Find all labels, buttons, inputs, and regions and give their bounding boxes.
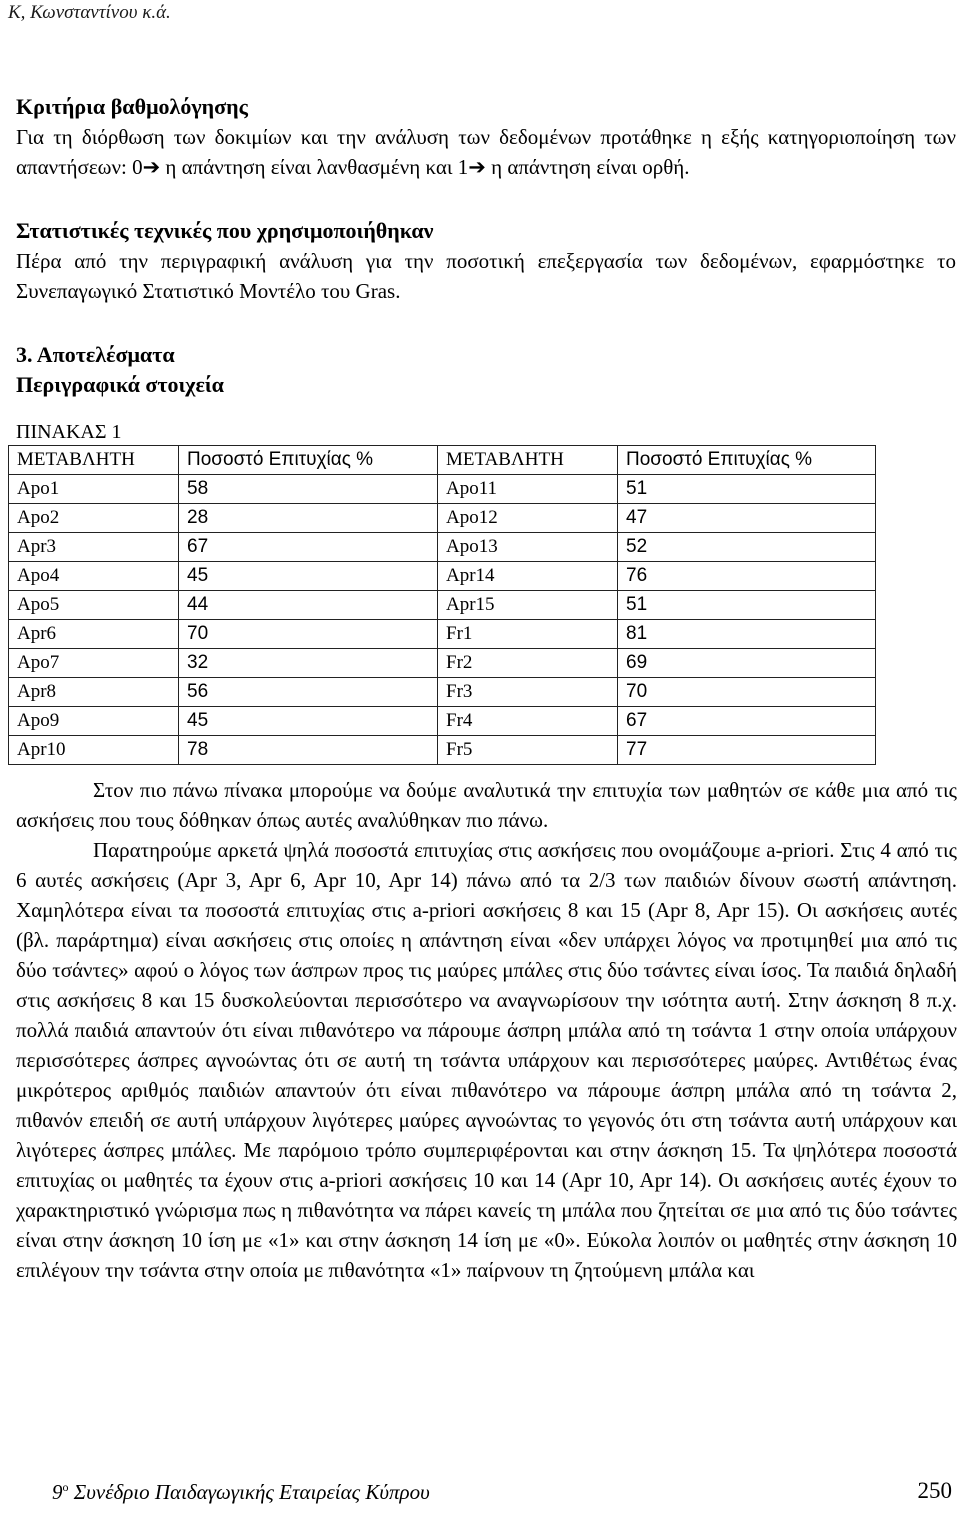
table-row [9,504,876,533]
success-rate-cell: 47 [618,504,876,533]
table-row [9,562,876,591]
table-row [9,649,876,678]
table-caption: ΠΙΝΑΚΑΣ 1 [16,421,122,443]
variable-cell: Fr2 [438,649,618,678]
success-rate-cell: 32 [179,649,438,678]
success-rate-cell: 56 [179,678,438,707]
table-row [9,620,876,649]
variable-cell: Apo13 [438,533,618,562]
variable-cell: Apo5 [9,591,179,620]
variable-cell: Apo7 [9,649,179,678]
success-rate-cell: 69 [618,649,876,678]
statistics-text: Πέρα από την περιγραφική ανάλυση για την ποσοτική επεξεργασία των δεδομένων, εφαρμόστηκε το Συνεπαγωγικό Στατιστικό Μοντέλο του Gras. [16,249,956,303]
success-rate-cell: 45 [179,562,438,591]
variable-cell: Apr6 [9,620,179,649]
success-rate-cell: 28 [179,504,438,533]
variable-cell: Fr5 [438,736,618,765]
success-rate-cell: 77 [618,736,876,765]
criteria-heading: Κριτήρια βαθμολόγησης [16,94,248,119]
success-rate-cell: 51 [618,591,876,620]
paragraph: Παρατηρούμε αρκετά ψηλά ποσοστά επιτυχίας στις ασκήσεις που ονομάζουμε a-priori. Στις 4 από τις 6 αυτές ασκήσεις (Apr 3, Apr 6, Apr 10, Apr 14) πάνω από τα 2/3 των παιδιών δίνουν σωστή απάντηση. Χαμηλότερα είναι τα ποσοστά επιτυχίας στις a-priori ασκήσεις 8 και 15 (Apr 8, Apr 15). Οι ασκήσεις αυτές (βλ. παράρτημα) είναι ασκήσεις στις οποίες η απάντηση είναι «δεν υπάρχει λόγος να προτιμηθεί μια από τις δύο τσάντες» αφού ο λόγος των άσπρων προς τις μαύρες μπάλες στις δύο τσάντες είναι ίσος. Τα παιδιά δηλαδή στις ασκήσεις 8 και 15 δυσκολεύονται περισσότερο να αναγνωρίσουν την ισότητα αυτή. Στην άσκηση 8 π.χ. πολλά παιδιά απαντούν ότι είναι πιθανότερο να πάρουμε άσπρη μπάλα από τη τσάντα 1 στην οποία υπάρχουν περισσότερες άσπρες αγνοώντας ότι σε αυτή τη τσάντα υπάρχουν και περισσότερες μαύρες. Αντιθέτως ένας μικρότερος αριθμός παιδιών απαντούν ότι είναι πιθανότερο να πάρουμε άσπρη μπάλα από τη τσάντα 2, πιθανόν επειδή σε αυτή υπάρχουν λιγότερες μαύρες αγνοώντας το γεγονός ότι στη τσάντα αυτή υπάρχουν και λιγότερες άσπρες μπάλες. Με παρόμοιο τρόπο συμπεριφέρονται και στην άσκηση 15. Τα ψηλότερα ποσοστά επιτυχίας οι μαθητές τα έχουν στις a-priori ασκήσεις 10 και 14 (Apr 10, Apr 14). Οι ασκήσεις αυτές έχουν το χαρακτηριστικό γνώρισμα πως η πιθανότητα να πάρει κανείς τη μπάλα που ζητείται σε μια από τις δύο τσάντες είναι στην άσκηση 10 ίση με «1» και στην άσκηση 14 ίση με «0». Εύκολα λοιπόν οι μαθητές στην άσκηση 10 επιλέγουν την τσάντα στην οποία με πιθανότητα «1» παίρνουν τη ζητούμενη μπάλα και [16,838,957,1282]
success-rate-cell: 44 [179,591,438,620]
variable-cell: Apo1 [9,475,179,504]
variable-cell: Apr10 [9,736,179,765]
header-cell: ΜΕΤΑΒΛΗΤΗ [438,446,618,475]
table-row [9,533,876,562]
footer-superscript: ο [62,1480,69,1494]
footer-conference [52,1480,430,1505]
section-results [16,340,956,400]
success-rate-cell: 81 [618,620,876,649]
results-discussion [16,775,957,1285]
footer-conference-name: Συνέδριο Παιδαγωγικής Εταιρείας Κύπρου [68,1480,430,1504]
variable-cell: Fr1 [438,620,618,649]
table-row [9,591,876,620]
running-header-author: Κ, Κωνσταντίνου κ.ά. [8,2,171,23]
variable-cell: Apo9 [9,707,179,736]
criteria-text: Για τη διόρθωση των δοκιμίων και την ανάλυση των δεδομένων προτάθηκε η εξής κατηγοριοποίηση των απαντήσεων: 0➔ η απάντηση είναι λανθασμένη και 1➔ η απάντηση είναι ορθή. [16,125,956,179]
success-rate-table [8,445,876,765]
table-row [9,707,876,736]
section-criteria [16,92,956,182]
variable-cell: Apr3 [9,533,179,562]
variable-cell: Fr3 [438,678,618,707]
paragraph: Στον πιο πάνω πίνακα μπορούμε να δούμε αναλυτικά την επιτυχία των μαθητών σε κάθε μια από τις ασκήσεις που τους δόθηκαν όπως αυτές αναλύθηκαν πιο πάνω. [16,778,957,832]
success-rate-cell: 78 [179,736,438,765]
section-statistics [16,216,956,306]
success-rate-cell: 58 [179,475,438,504]
page-number: 250 [917,1478,952,1503]
variable-cell: Apo11 [438,475,618,504]
success-rate-cell: 70 [618,678,876,707]
header-cell: Ποσοστό Επιτυχίας % [618,446,876,475]
variable-cell: Fr4 [438,707,618,736]
statistics-heading: Στατιστικές τεχνικές που χρησιμοποιήθηκαν [16,218,434,243]
success-rate-cell: 67 [618,707,876,736]
table-row [9,736,876,765]
table-row [9,678,876,707]
footer-ordinal: 9 [52,1480,63,1504]
success-rate-cell: 45 [179,707,438,736]
success-rate-cell: 76 [618,562,876,591]
header-cell: Ποσοστό Επιτυχίας % [179,446,438,475]
success-rate-cell: 67 [179,533,438,562]
table-header-row [9,446,876,475]
variable-cell: Apr14 [438,562,618,591]
success-rate-cell: 70 [179,620,438,649]
header-cell: ΜΕΤΑΒΛΗΤΗ [9,446,179,475]
variable-cell: Apo4 [9,562,179,591]
variable-cell: Apr8 [9,678,179,707]
table-row [9,475,876,504]
success-rate-cell: 52 [618,533,876,562]
success-rate-cell: 51 [618,475,876,504]
results-heading: 3. Αποτελέσματα [16,342,175,367]
variable-cell: Apo12 [438,504,618,533]
variable-cell: Apr15 [438,591,618,620]
descriptive-subheading: Περιγραφικά στοιχεία [16,372,224,397]
variable-cell: Apo2 [9,504,179,533]
